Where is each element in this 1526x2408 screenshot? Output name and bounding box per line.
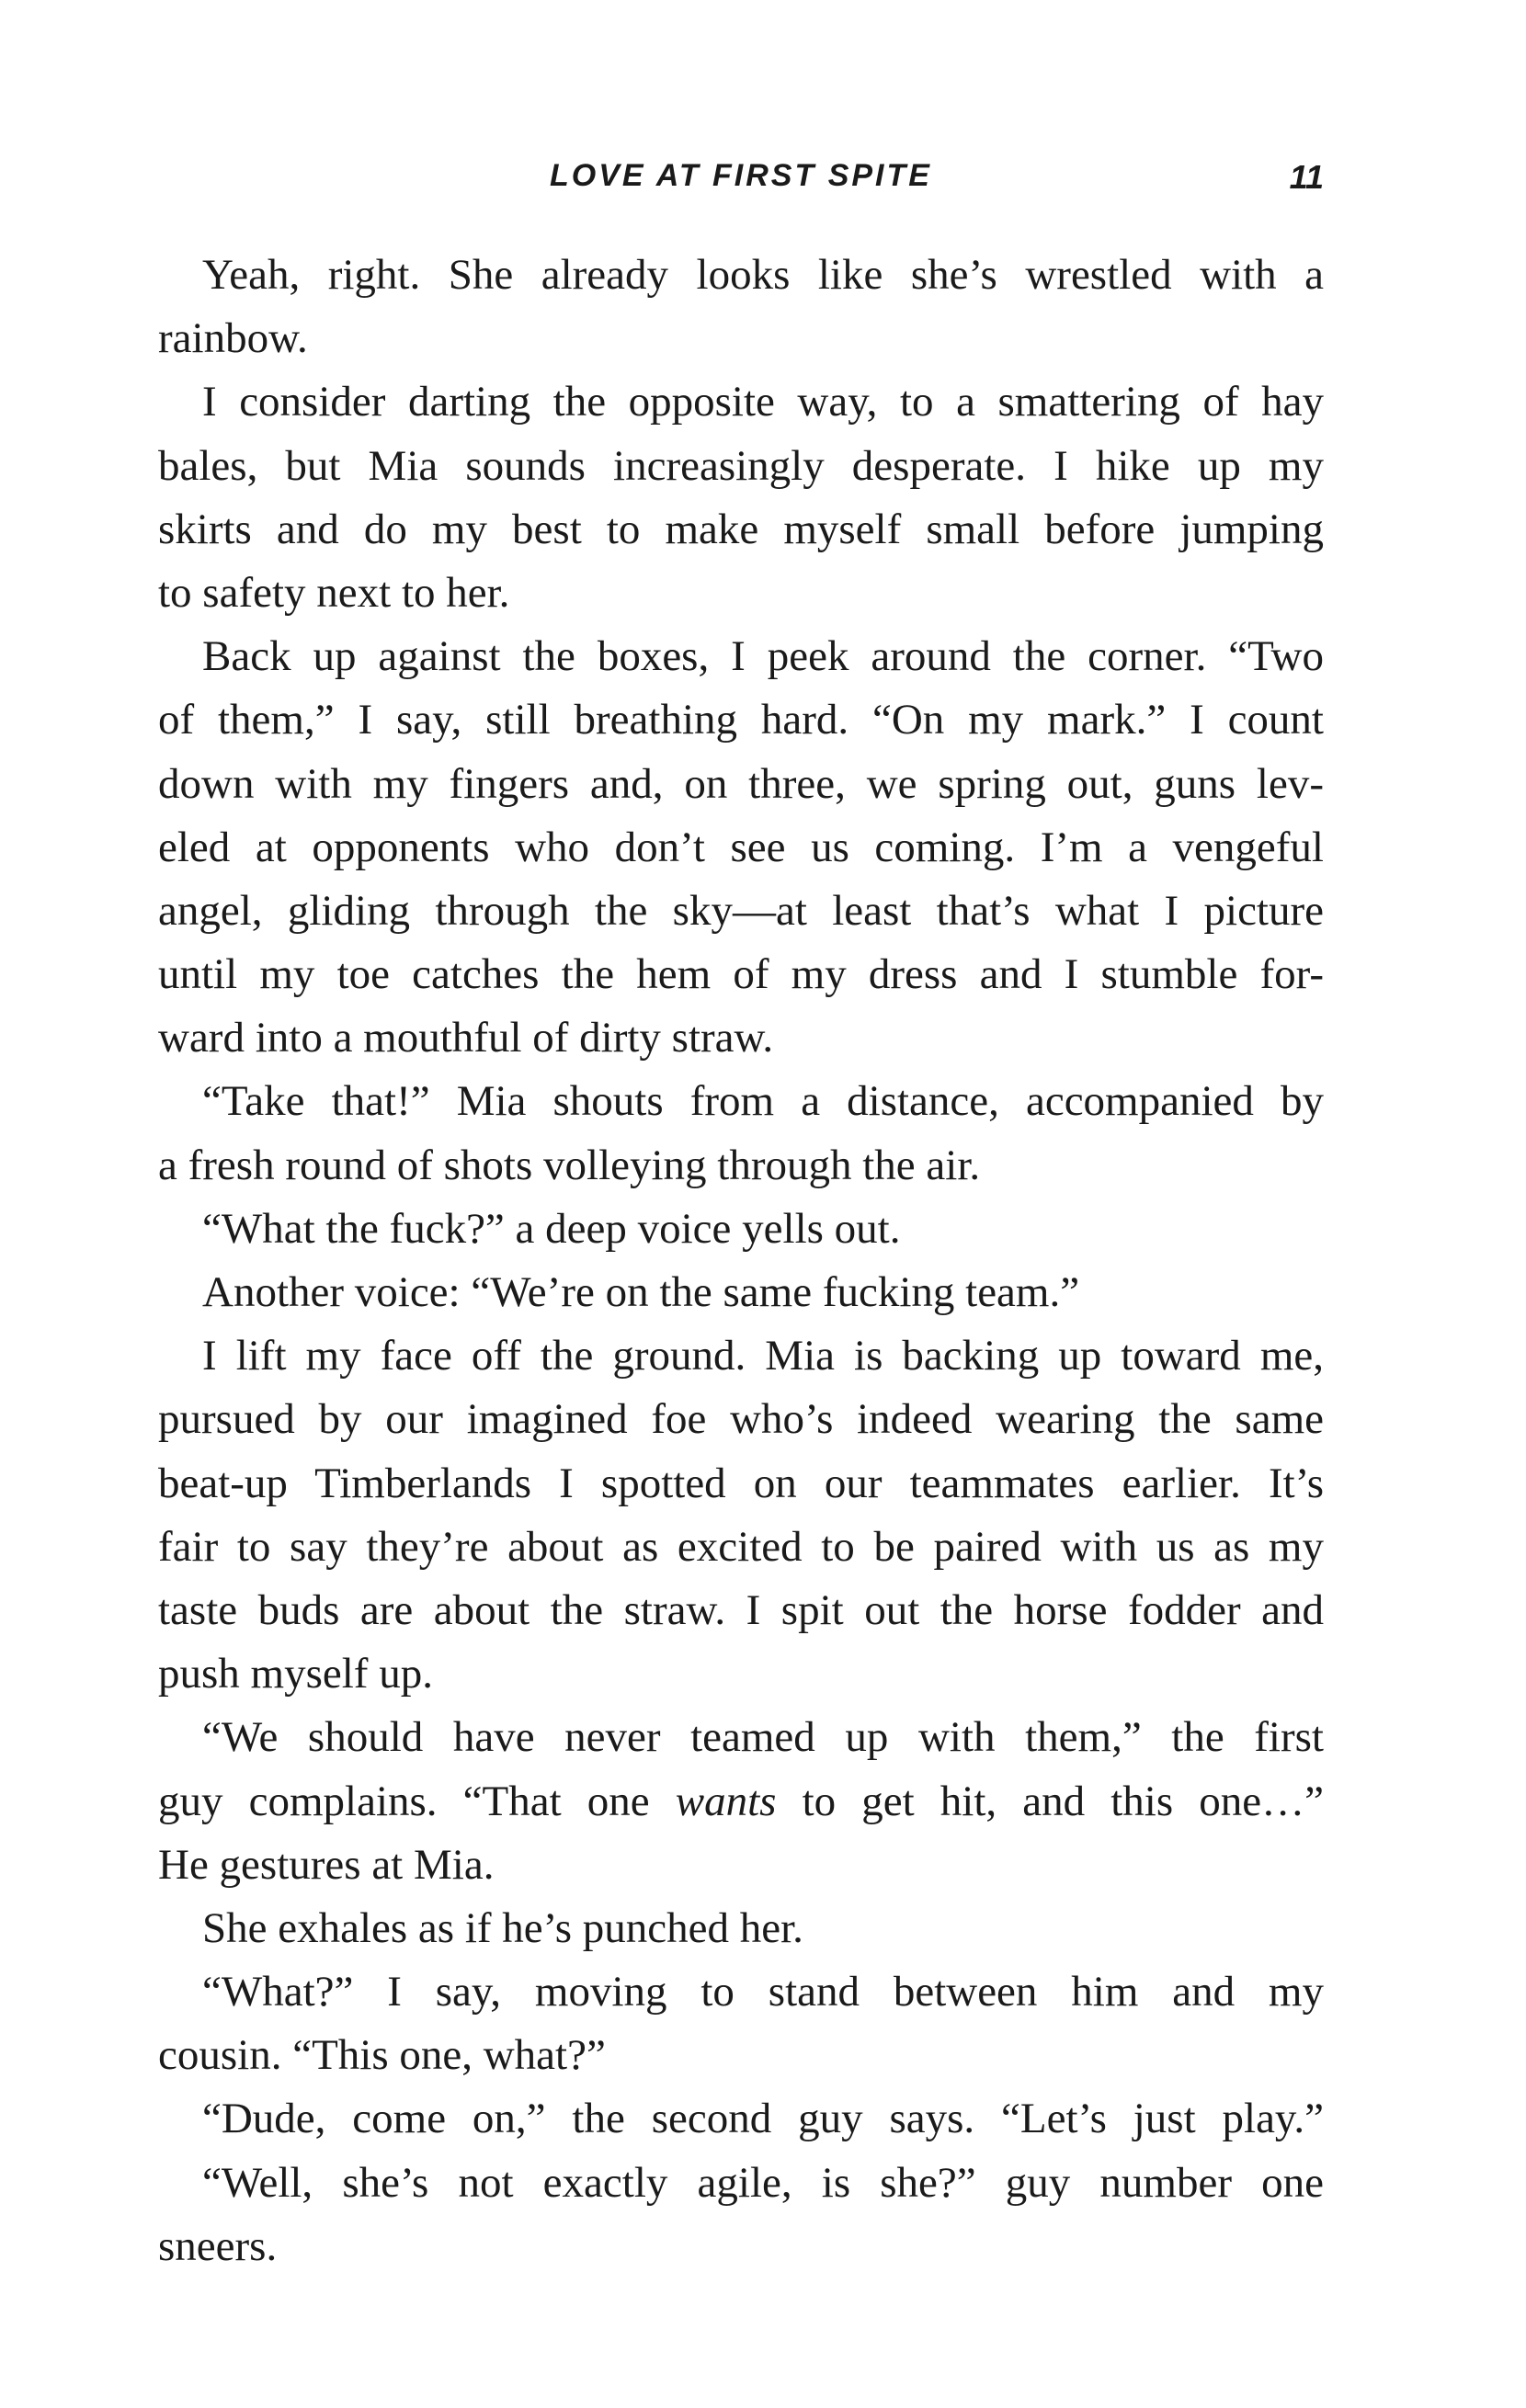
text-line: bales, but Mia sounds increasingly desperate. I hike up my	[158, 441, 1324, 490]
running-head	[158, 154, 1324, 200]
text-line: He gestures at Mia.	[158, 1840, 495, 1889]
text-line: ward into a mouthful of dirty straw.	[158, 1014, 774, 1062]
text-line: Yeah, right. She already looks like she’s wrestled with a	[202, 251, 1324, 299]
body-text	[158, 244, 1324, 2278]
text-line: “What the fuck?” a deep voice yells out.	[202, 1204, 901, 1253]
text-line: “Dude, come on,” the second guy says. “Let’s just play.”	[202, 2095, 1324, 2143]
text-line: “What?” I say, moving to stand between him and my	[202, 1968, 1324, 2016]
text-line: a fresh round of shots volleying through the air.	[158, 1141, 981, 1189]
text-line: until my toe catches the hem of my dress and I stumble for-	[158, 950, 1324, 999]
emphasized-word: wants	[675, 1777, 777, 1825]
running-title: LOVE AT FIRST SPITE	[550, 158, 932, 193]
text-line: eled at opponents who don’t see us coming. I’m a vengeful	[158, 823, 1324, 871]
text-line: cousin. “This one, what?”	[158, 2031, 606, 2080]
text-line: “Take that!” Mia shouts from a distance, accompanied by	[202, 1077, 1324, 1126]
text-line: sneers.	[158, 2221, 278, 2270]
text-line: to safety next to her.	[158, 568, 510, 617]
text-line: angel, gliding through the sky—at least that’s what I picture	[158, 886, 1324, 935]
text-line: I consider darting the opposite way, to a smattering of hay	[202, 378, 1324, 426]
text-segment: guy complains. “That one	[158, 1777, 676, 1825]
text-line: of them,” I say, still breathing hard. “On my mark.” I count	[158, 696, 1324, 744]
text-line: “We should have never teamed up with them,” the first	[202, 1713, 1324, 1762]
text-line: rainbow.	[158, 314, 308, 363]
text-line: I lift my face off the ground. Mia is backing up toward me,	[202, 1332, 1324, 1380]
text-line: Another voice: “We’re on the same fucking team.”	[202, 1268, 1080, 1316]
page-number: 11	[1289, 158, 1324, 196]
text-line: beat-up Timberlands I spotted on our teammates earlier. It’s	[158, 1459, 1324, 1507]
text-line: fair to say they’re about as excited to be paired with us as my	[158, 1522, 1324, 1571]
text-line: taste buds are about the straw. I spit out the horse fodder and	[158, 1585, 1324, 1634]
text-line: Back up against the boxes, I peek around the corner. “Two	[202, 632, 1324, 681]
text-line: She exhales as if he’s punched her.	[202, 1903, 803, 1952]
text-line: push myself up.	[158, 1650, 433, 1698]
text-line: down with my fingers and, on three, we spring out, guns lev-	[158, 759, 1324, 808]
text-segment: to get hit, and this one…”	[776, 1777, 1324, 1825]
text-line: pursued by our imagined foe who’s indeed wearing the same	[158, 1395, 1324, 1444]
text-line	[158, 1770, 1324, 1834]
text-line: “Well, she’s not exactly agile, is she?” guy number one	[202, 2158, 1324, 2207]
text-line: skirts and do my best to make myself small before jumping	[158, 505, 1324, 553]
